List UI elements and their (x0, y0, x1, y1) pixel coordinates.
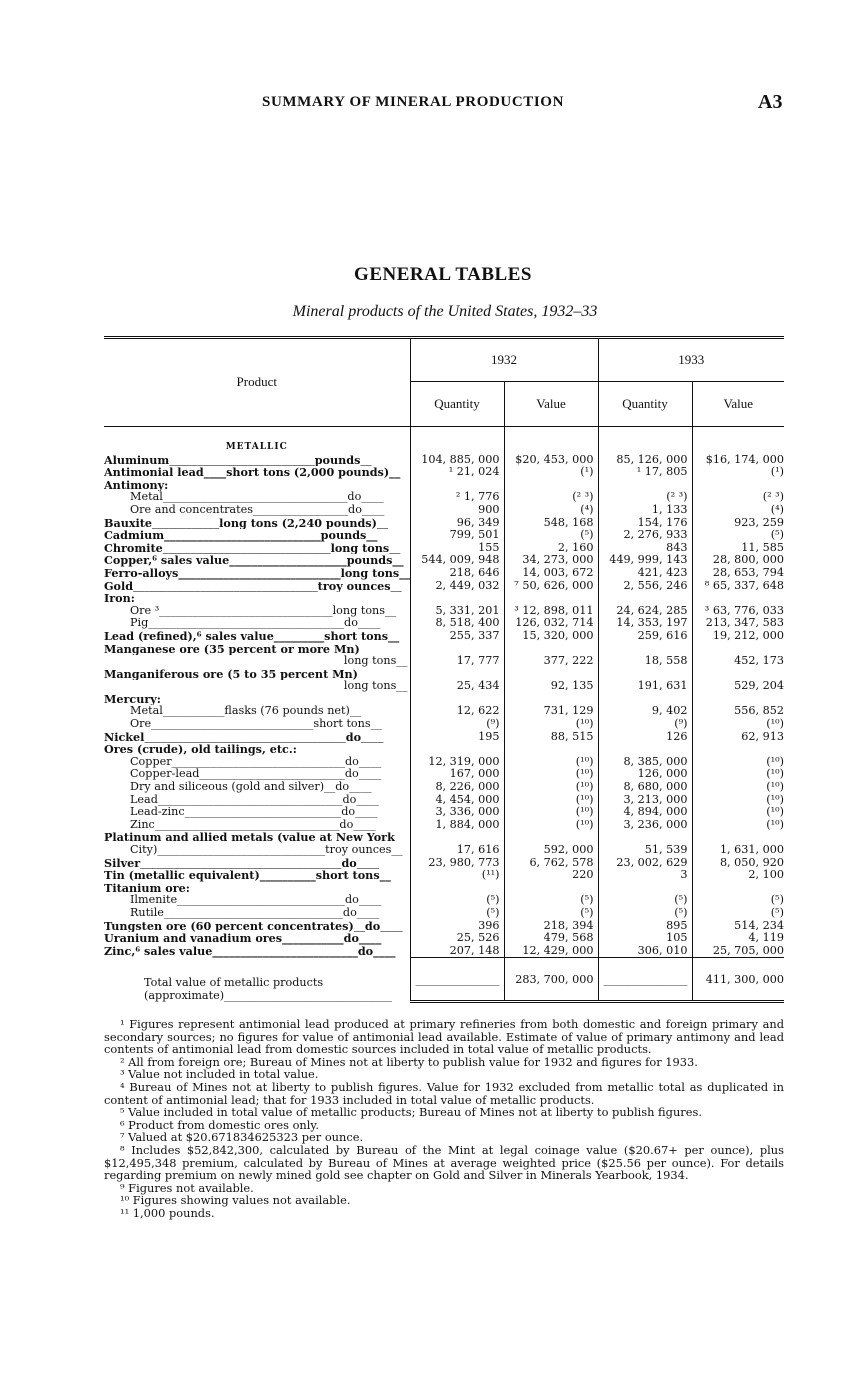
table-row (104, 907, 784, 920)
quantity-1932-cell: 96, 349 (410, 517, 504, 530)
running-head: SUMMARY OF MINERAL PRODUCTION (262, 94, 565, 110)
table-row (104, 554, 784, 567)
table-row (104, 932, 784, 945)
quantity-1932-cell: 255, 337 (410, 630, 504, 643)
product-label: Manganiferous ore (5 to 35 percent Mn) (104, 667, 358, 681)
total-value-1933: 411, 300, 000 (692, 958, 784, 1002)
value-1932-cell: 14, 003, 672 (504, 567, 598, 580)
footnote: ⁹ Figures not available. (120, 1180, 254, 1195)
product-label: Bauxite____________long tons (2,240 pounds)__ (104, 516, 389, 530)
value-1933-cell: 452, 173 (692, 655, 784, 668)
quantity-1932-cell: 799, 501 (410, 529, 504, 542)
table-row (104, 857, 784, 870)
product-label: Chromite______________________________long tons__ (104, 541, 401, 555)
table-row (104, 693, 784, 706)
table-row (104, 643, 784, 656)
column-header-1932: 1932 (410, 338, 598, 382)
table-row (104, 655, 784, 668)
table-row (104, 466, 784, 479)
product-label: Metal_________________________________do____ (130, 491, 384, 504)
footnotes (104, 1018, 784, 1220)
value-1932-cell: 479, 568 (504, 932, 598, 945)
product-label: Silver____________________________________do____ (104, 856, 380, 870)
product-label: Antimonial lead____short tons (2,000 pounds)__ (104, 466, 401, 479)
quantity-1932-cell (410, 743, 504, 756)
quantity-1933-cell (598, 743, 692, 756)
value-1932-cell (504, 643, 598, 656)
quantity-1932-cell (410, 643, 504, 656)
footnote: ² All from foreign ore; Bureau of Mines not at liberty to publish value for 1932 and figures for 1933. (120, 1054, 698, 1069)
value-1932-cell: 92, 135 (504, 680, 598, 693)
product-label: long tons__ (343, 655, 408, 668)
product-label: Titanium ore: (104, 881, 190, 895)
quantity-1932-cell: (⁵) (410, 907, 504, 920)
mineral-products-table (104, 336, 784, 1003)
product-label: Ore ³_______________________________long tons__ (130, 604, 397, 617)
table-row (104, 844, 784, 857)
quantity-1932-cell (410, 668, 504, 681)
value-1933-cell: (¹⁰) (692, 781, 784, 794)
quantity-1933-cell: 895 (598, 920, 692, 933)
value-1932-cell: ³ 12, 898, 011 (504, 605, 598, 618)
section-heading: METALLIC (225, 442, 288, 452)
product-label: Nickel____________________________________do____ (104, 730, 384, 744)
product-label: Iron: (104, 592, 135, 605)
table-row (104, 819, 784, 832)
value-1932-cell: 34, 273, 000 (504, 554, 598, 567)
quantity-1932-cell: 5, 331, 201 (410, 605, 504, 618)
quantity-1933-cell: ¹ 17, 805 (598, 466, 692, 479)
quantity-1932-cell: 195 (410, 731, 504, 744)
quantity-1932-cell: 8, 226, 000 (410, 781, 504, 794)
value-1932-cell: (¹⁰) (504, 781, 598, 794)
quantity-1933-cell: 3 (598, 869, 692, 882)
column-header-quantity: Quantity (598, 382, 692, 427)
footnote: ⁶ Product from domestic ores only. (120, 1117, 319, 1132)
quantity-1932-cell: 167, 000 (410, 768, 504, 781)
value-1932-cell (504, 592, 598, 605)
product-label: Antimony: (104, 478, 169, 492)
table-row (104, 794, 784, 807)
value-1933-cell: 556, 852 (692, 705, 784, 718)
total-value-1932: 283, 700, 000 (504, 958, 598, 1002)
quantity-1933-cell: (⁵) (598, 894, 692, 907)
quantity-1932-cell (410, 831, 504, 844)
table-row (104, 945, 784, 958)
quantity-1932-cell: 155 (410, 542, 504, 555)
table-row (104, 529, 784, 542)
quantity-1933-cell: 8, 385, 000 (598, 756, 692, 769)
table-row (104, 756, 784, 769)
table-row (104, 542, 784, 555)
quantity-1933-cell: 9, 402 (598, 705, 692, 718)
quantity-1932-cell: 25, 434 (410, 680, 504, 693)
value-1933-cell: 1, 631, 000 (692, 844, 784, 857)
value-1932-cell (504, 668, 598, 681)
value-1933-cell (692, 592, 784, 605)
footnote: ⁴ Bureau of Mines not at liberty to publish figures. Value for 1932 excluded from metallic total as duplicated in content of antimonial lead; that for 1933 included in total value of metallic products. (104, 1079, 784, 1107)
quantity-1933-cell: 8, 680, 000 (598, 781, 692, 794)
table-row (104, 743, 784, 756)
table-row (104, 680, 784, 693)
value-1933-cell: 529, 204 (692, 680, 784, 693)
quantity-1933-cell: 51, 539 (598, 844, 692, 857)
quantity-1932-cell: 4, 454, 000 (410, 794, 504, 807)
quantity-1932-cell: 25, 526 (410, 932, 504, 945)
quantity-1933-cell: 23, 002, 629 (598, 857, 692, 870)
value-1932-cell: 12, 429, 000 (504, 945, 598, 958)
product-label: Gold_________________________________troy ounces__ (104, 579, 402, 593)
footnote: ¹⁰ Figures showing values not available. (120, 1193, 351, 1208)
value-1932-cell (504, 743, 598, 756)
product-label: Zinc_________________________________do____ (130, 818, 376, 831)
value-1933-cell (692, 668, 784, 681)
quantity-1933-cell: 843 (598, 542, 692, 555)
footnote: ¹ Figures represent antimonial lead produced at primary refineries from both domestic and foreign primary and secondary sources; no figures for value of antimonial lead available. Estimate of value of primary antimony and lead contents of antimonial lead from domestic sources included in total value of metallic products. (104, 1017, 784, 1057)
value-1932-cell: 220 (504, 869, 598, 882)
quantity-1933-cell: 3, 213, 000 (598, 794, 692, 807)
quantity-1932-cell: 2, 449, 032 (410, 580, 504, 593)
table-row (104, 705, 784, 718)
total-quantity-1932: _______________ (410, 958, 504, 1002)
quantity-1933-cell: 18, 558 (598, 655, 692, 668)
quantity-1933-cell (598, 882, 692, 895)
quantity-1933-cell: 154, 176 (598, 517, 692, 530)
value-1932-cell: (⁵) (504, 907, 598, 920)
value-1933-cell (692, 743, 784, 756)
value-1932-cell (504, 831, 598, 844)
quantity-1933-cell (598, 693, 692, 706)
table-row (104, 718, 784, 731)
quantity-1932-cell: 396 (410, 920, 504, 933)
value-1932-cell (504, 693, 598, 706)
value-1933-cell: 25, 705, 000 (692, 945, 784, 958)
quantity-1932-cell (410, 479, 504, 492)
quantity-1933-cell: 306, 010 (598, 945, 692, 958)
quantity-1933-cell: (⁵) (598, 907, 692, 920)
quantity-1932-cell: 12, 622 (410, 705, 504, 718)
quantity-1932-cell: 1, 884, 000 (410, 819, 504, 832)
value-1933-cell: 28, 800, 000 (692, 554, 784, 567)
value-1933-cell: (¹⁰) (692, 806, 784, 819)
product-label: Copper-lead__________________________do____ (130, 768, 382, 781)
product-label: Ilmenite______________________________do____ (130, 894, 382, 907)
product-label: City)______________________________troy ounces__ (130, 844, 403, 856)
value-1933-cell: (¹⁰) (692, 768, 784, 781)
value-1933-cell: (⁵) (692, 907, 784, 920)
value-1933-cell: (¹⁰) (692, 794, 784, 807)
quantity-1933-cell: 449, 999, 143 (598, 554, 692, 567)
quantity-1932-cell: 900 (410, 504, 504, 517)
quantity-1933-cell: 126, 000 (598, 768, 692, 781)
value-1933-cell: (¹⁰) (692, 819, 784, 832)
quantity-1932-cell: 207, 148 (410, 945, 504, 958)
value-1933-cell: 62, 913 (692, 731, 784, 744)
value-1932-cell: 88, 515 (504, 731, 598, 744)
table-row (104, 592, 784, 605)
quantity-1932-cell (410, 882, 504, 895)
value-1932-cell: (⁴) (504, 504, 598, 517)
table-caption: Mineral products of the United States, 1932–33 (292, 303, 598, 320)
value-1933-cell: 2, 100 (692, 869, 784, 882)
product-label: Lead-zinc____________________________do____ (130, 806, 378, 819)
product-label: Aluminum__________________________pounds__ (104, 453, 372, 467)
table-row (104, 882, 784, 895)
quantity-1932-cell: ¹ 21, 024 (410, 466, 504, 479)
quantity-1933-cell: 421, 423 (598, 567, 692, 580)
value-1933-cell: 514, 234 (692, 920, 784, 933)
column-header-1933: 1933 (598, 338, 784, 382)
quantity-1933-cell: 105 (598, 932, 692, 945)
value-1932-cell: (² ³) (504, 491, 598, 504)
column-header-product: Product (104, 338, 410, 427)
value-1933-cell: 8, 050, 920 (692, 857, 784, 870)
value-1933-cell (692, 882, 784, 895)
product-label: Ferro-alloys_____________________________long tons__ (104, 566, 410, 580)
product-label: Copper_______________________________do____ (130, 755, 382, 768)
value-1932-cell: 218, 394 (504, 920, 598, 933)
table-row (104, 869, 784, 882)
value-1932-cell: 731, 129 (504, 705, 598, 718)
table-row (104, 894, 784, 907)
value-1932-cell: 126, 032, 714 (504, 617, 598, 630)
value-1932-cell: 377, 222 (504, 655, 598, 668)
value-1932-cell: 592, 000 (504, 844, 598, 857)
table-row (104, 479, 784, 492)
total-quantity-1933: _______________ (598, 958, 692, 1002)
table-row (104, 580, 784, 593)
quantity-1933-cell: 3, 236, 000 (598, 819, 692, 832)
quantity-1932-cell (410, 592, 504, 605)
value-1933-cell: 11, 585 (692, 542, 784, 555)
quantity-1932-cell: 12, 319, 000 (410, 756, 504, 769)
quantity-1933-cell: 2, 276, 933 (598, 529, 692, 542)
quantity-1932-cell: 17, 616 (410, 844, 504, 857)
table-row (104, 920, 784, 933)
quantity-1933-cell: 126 (598, 731, 692, 744)
product-label: Tungsten ore (60 percent concentrates)__do____ (104, 919, 403, 933)
quantity-1932-cell: 104, 885, 000 (410, 454, 504, 467)
quantity-1933-cell: 4, 894, 000 (598, 806, 692, 819)
table-row (104, 731, 784, 744)
quantity-1932-cell: ² 1, 776 (410, 491, 504, 504)
product-label: Copper,⁶ sales value_____________________pounds__ (104, 554, 404, 567)
table-row (104, 768, 784, 781)
value-1932-cell: (¹⁰) (504, 768, 598, 781)
quantity-1932-cell: (¹¹) (410, 869, 504, 882)
value-1933-cell: 4, 119 (692, 932, 784, 945)
value-1933-cell: (⁵) (692, 529, 784, 542)
value-1932-cell: (¹⁰) (504, 819, 598, 832)
quantity-1932-cell: 8, 518, 400 (410, 617, 504, 630)
product-label: Dry and siliceous (gold and silver)__do____ (130, 781, 372, 794)
table-row (104, 630, 784, 643)
product-label: Rutile________________________________do____ (130, 906, 380, 919)
table-row (104, 567, 784, 580)
table-row (104, 831, 784, 844)
value-1933-cell (692, 693, 784, 706)
table-row (104, 504, 784, 517)
table-row (104, 605, 784, 618)
quantity-1933-cell (598, 592, 692, 605)
product-label: Tin (metallic equivalent)__________short tons__ (104, 869, 391, 882)
quantity-1933-cell (598, 668, 692, 681)
value-1933-cell: (¹⁰) (692, 756, 784, 769)
value-1932-cell: (¹⁰) (504, 718, 598, 731)
value-1933-cell: (⁴) (692, 504, 784, 517)
product-label: Lead_________________________________do____ (130, 793, 379, 806)
column-header-quantity: Quantity (410, 382, 504, 427)
product-label: Cadmium____________________________pounds__ (104, 529, 378, 542)
product-label: Zinc,⁶ sales value__________________________do____ (104, 944, 396, 958)
quantity-1933-cell: (⁹) (598, 718, 692, 731)
quantity-1932-cell: 23, 980, 773 (410, 857, 504, 870)
value-1932-cell: (¹⁰) (504, 794, 598, 807)
quantity-1933-cell: 1, 133 (598, 504, 692, 517)
table-row (104, 806, 784, 819)
value-1932-cell: (⁵) (504, 529, 598, 542)
table-row (104, 454, 784, 467)
quantity-1933-cell: 85, 126, 000 (598, 454, 692, 467)
product-label: Ore_____________________________short tons__ (130, 718, 382, 731)
value-1932-cell: (¹⁰) (504, 806, 598, 819)
quantity-1932-cell: 17, 777 (410, 655, 504, 668)
value-1933-cell (692, 831, 784, 844)
quantity-1933-cell: 191, 631 (598, 680, 692, 693)
table-row (104, 668, 784, 681)
value-1933-cell: 28, 653, 794 (692, 567, 784, 580)
value-1932-cell: 548, 168 (504, 517, 598, 530)
value-1933-cell: 19, 212, 000 (692, 630, 784, 643)
footnote: ⁷ Valued at $20.671834625323 per ounce. (120, 1130, 364, 1145)
value-1933-cell: (¹) (692, 466, 784, 479)
product-label: Ores (crude), old tailings, etc.: (104, 743, 297, 756)
page-title: GENERAL TABLES (354, 264, 532, 285)
value-1932-cell: (¹⁰) (504, 756, 598, 769)
product-label: Metal___________flasks (76 pounds net)__ (130, 705, 362, 718)
product-label: Ore and concentrates_________________do____ (130, 503, 385, 516)
column-header-value: Value (692, 382, 784, 427)
value-1932-cell: 2, 160 (504, 542, 598, 555)
value-1933-cell (692, 479, 784, 492)
value-1933-cell: ⁸ 65, 337, 648 (692, 580, 784, 593)
quantity-1932-cell (410, 693, 504, 706)
product-label: Platinum and allied metals (value at New York (104, 831, 395, 844)
value-1933-cell: (² ³) (692, 491, 784, 504)
quantity-1933-cell: 2, 556, 246 (598, 580, 692, 593)
table-row (104, 617, 784, 630)
value-1932-cell: 6, 762, 578 (504, 857, 598, 870)
footnote: ¹¹ 1,000 pounds. (120, 1205, 215, 1220)
value-1932-cell: ⁷ 50, 626, 000 (504, 580, 598, 593)
footnote: ⁵ Value included in total value of metallic products; Bureau of Mines not at liberty to publish figures. (120, 1105, 702, 1120)
quantity-1933-cell: 14, 353, 197 (598, 617, 692, 630)
value-1933-cell: (¹⁰) (692, 718, 784, 731)
table-row (104, 781, 784, 794)
product-label: Mercury: (104, 692, 161, 706)
value-1932-cell (504, 479, 598, 492)
value-1932-cell (504, 882, 598, 895)
product-label: Uranium and vanadium ores___________do____ (104, 932, 382, 945)
footnote: ⁸ Includes $52,842,300, calculated by Bureau of the Mint at legal coinage value ($20.67+ per ounce), plus $12,495,348 premium, calculated by Bureau of Mines at average weighted price ($25.56 per ounce). For details regarding premium on newly mined gold see chapter on Gold and Silver in Minerals Yearbook, 1934. (104, 1142, 784, 1183)
product-label: Manganese ore (35 percent or more Mn) (104, 642, 360, 656)
total-row (104, 958, 784, 1002)
value-1933-cell: ³ 63, 776, 033 (692, 605, 784, 618)
product-label: long tons__ (343, 680, 408, 693)
quantity-1933-cell (598, 479, 692, 492)
value-1932-cell: (¹) (504, 466, 598, 479)
value-1933-cell (692, 643, 784, 656)
value-1932-cell: 15, 320, 000 (504, 630, 598, 643)
total-label: Total value of metallic products (approximate)______________________________ (144, 975, 392, 1002)
quantity-1933-cell (598, 643, 692, 656)
quantity-1932-cell: 544, 009, 948 (410, 554, 504, 567)
table-row (104, 491, 784, 504)
quantity-1933-cell: (² ³) (598, 491, 692, 504)
value-1933-cell: 923, 259 (692, 517, 784, 530)
value-1932-cell: $20, 453, 000 (504, 454, 598, 467)
quantity-1932-cell: 3, 336, 000 (410, 806, 504, 819)
value-1932-cell: (⁵) (504, 894, 598, 907)
table-row (104, 517, 784, 530)
value-1933-cell: 213, 347, 583 (692, 617, 784, 630)
quantity-1933-cell: 259, 616 (598, 630, 692, 643)
quantity-1932-cell: (⁹) (410, 718, 504, 731)
quantity-1932-cell: 218, 646 (410, 567, 504, 580)
value-1933-cell: (⁵) (692, 894, 784, 907)
product-label: Pig___________________________________do____ (130, 617, 381, 630)
footnote: ³ Value not included in total value. (120, 1067, 319, 1082)
page-number: A3 (758, 91, 783, 113)
quantity-1933-cell (598, 831, 692, 844)
column-header-value: Value (504, 382, 598, 427)
quantity-1932-cell: (⁵) (410, 894, 504, 907)
value-1933-cell: $16, 174, 000 (692, 454, 784, 467)
product-label: Lead (refined),⁶ sales value_________short tons__ (104, 629, 400, 643)
quantity-1933-cell: 24, 624, 285 (598, 605, 692, 618)
